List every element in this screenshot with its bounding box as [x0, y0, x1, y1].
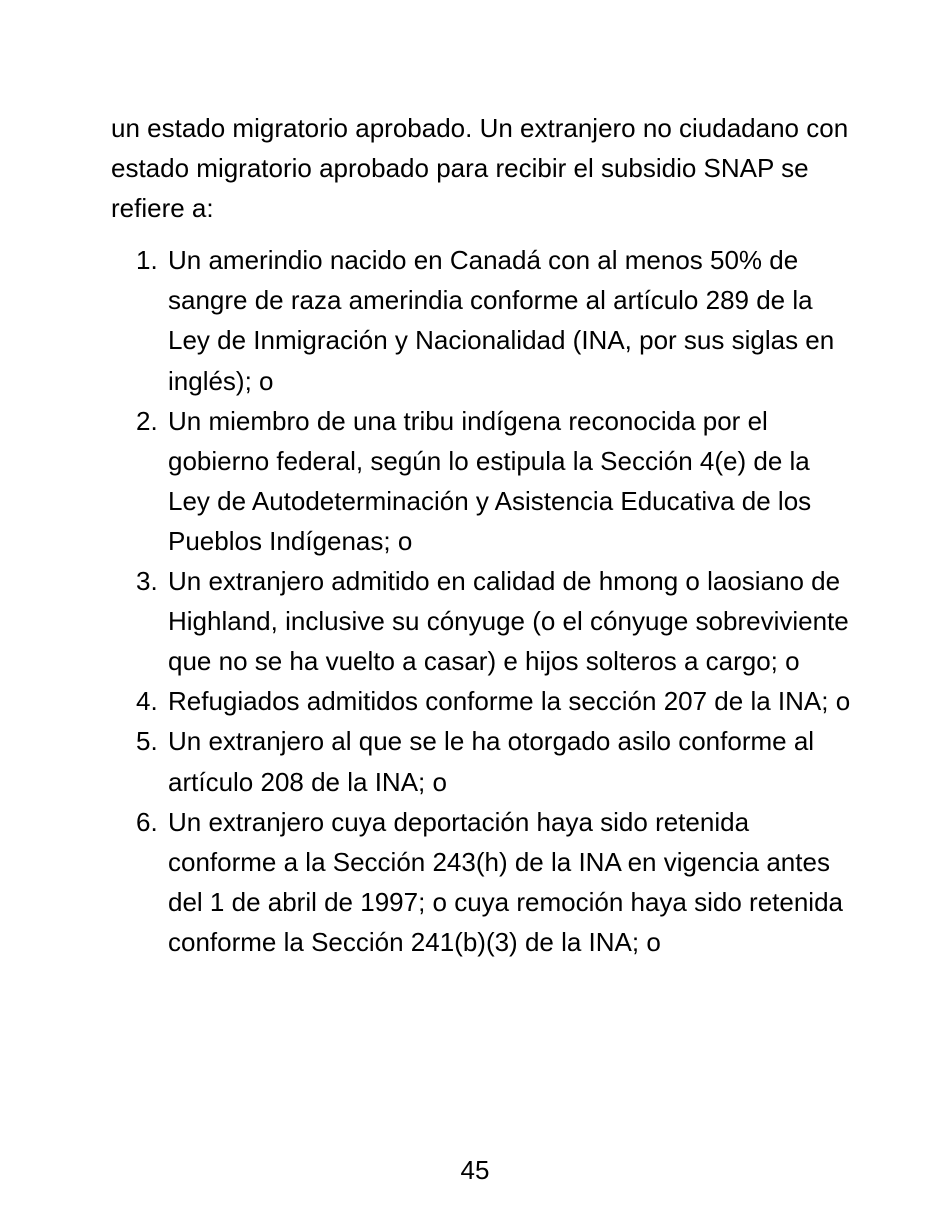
- list-item-text: Un extranjero cuya deportación haya sido retenida conforme a la Sección 243(h) de la INA en vigencia antes del 1 de abril de 1997; o cuya remoción haya sido retenida conforme la Sección 241(b)(3) de la INA; o: [168, 806, 843, 957]
- list-item-number: 4.: [136, 686, 158, 717]
- intro-paragraph: un estado migratorio aprobado. Un extranjero no ciudadano con estado migratorio aprobado para recibir el subsidio SNAP se refiere a:: [111, 113, 849, 224]
- list-item: [111, 681, 851, 721]
- list-item: [111, 401, 851, 561]
- list-item-number: 2.: [136, 405, 158, 436]
- list-item-text: Refugiados admitidos conforme la sección 207 de la INA; o: [168, 686, 851, 717]
- list-item: [111, 802, 851, 962]
- page-number: 45: [460, 1155, 490, 1185]
- list-item-number: 5.: [136, 726, 158, 757]
- list-item: [111, 561, 851, 681]
- list-item: [111, 240, 851, 400]
- list-item-number: 3.: [136, 566, 158, 597]
- list-item: [111, 721, 851, 801]
- list-item-number: 6.: [136, 806, 158, 837]
- document-body: [111, 108, 851, 962]
- list-item-text: Un amerindio nacido en Canadá con al menos 50% de sangre de raza amerindia conforme al artículo 289 de la Ley de Inmigración y Nacionalidad (INA, por sus siglas en inglés); o: [168, 245, 835, 396]
- list-item-number: 1.: [136, 245, 158, 276]
- list-item-text: Un miembro de una tribu indígena reconocida por el gobierno federal, según lo estipula la Sección 4(e) de la Ley de Autodeterminación y Asistencia Educativa de los Pueblos Indígenas; o: [168, 405, 812, 556]
- list-item-text: Un extranjero al que se le ha otorgado asilo conforme al artículo 208 de la INA; o: [168, 726, 815, 797]
- numbered-list: [111, 240, 851, 962]
- list-item-text: Un extranjero admitido en calidad de hmong o laosiano de Highland, inclusive su cónyuge (o el cónyuge sobreviviente que no se ha vuelto a casar) e hijos solteros a cargo; o: [168, 566, 849, 677]
